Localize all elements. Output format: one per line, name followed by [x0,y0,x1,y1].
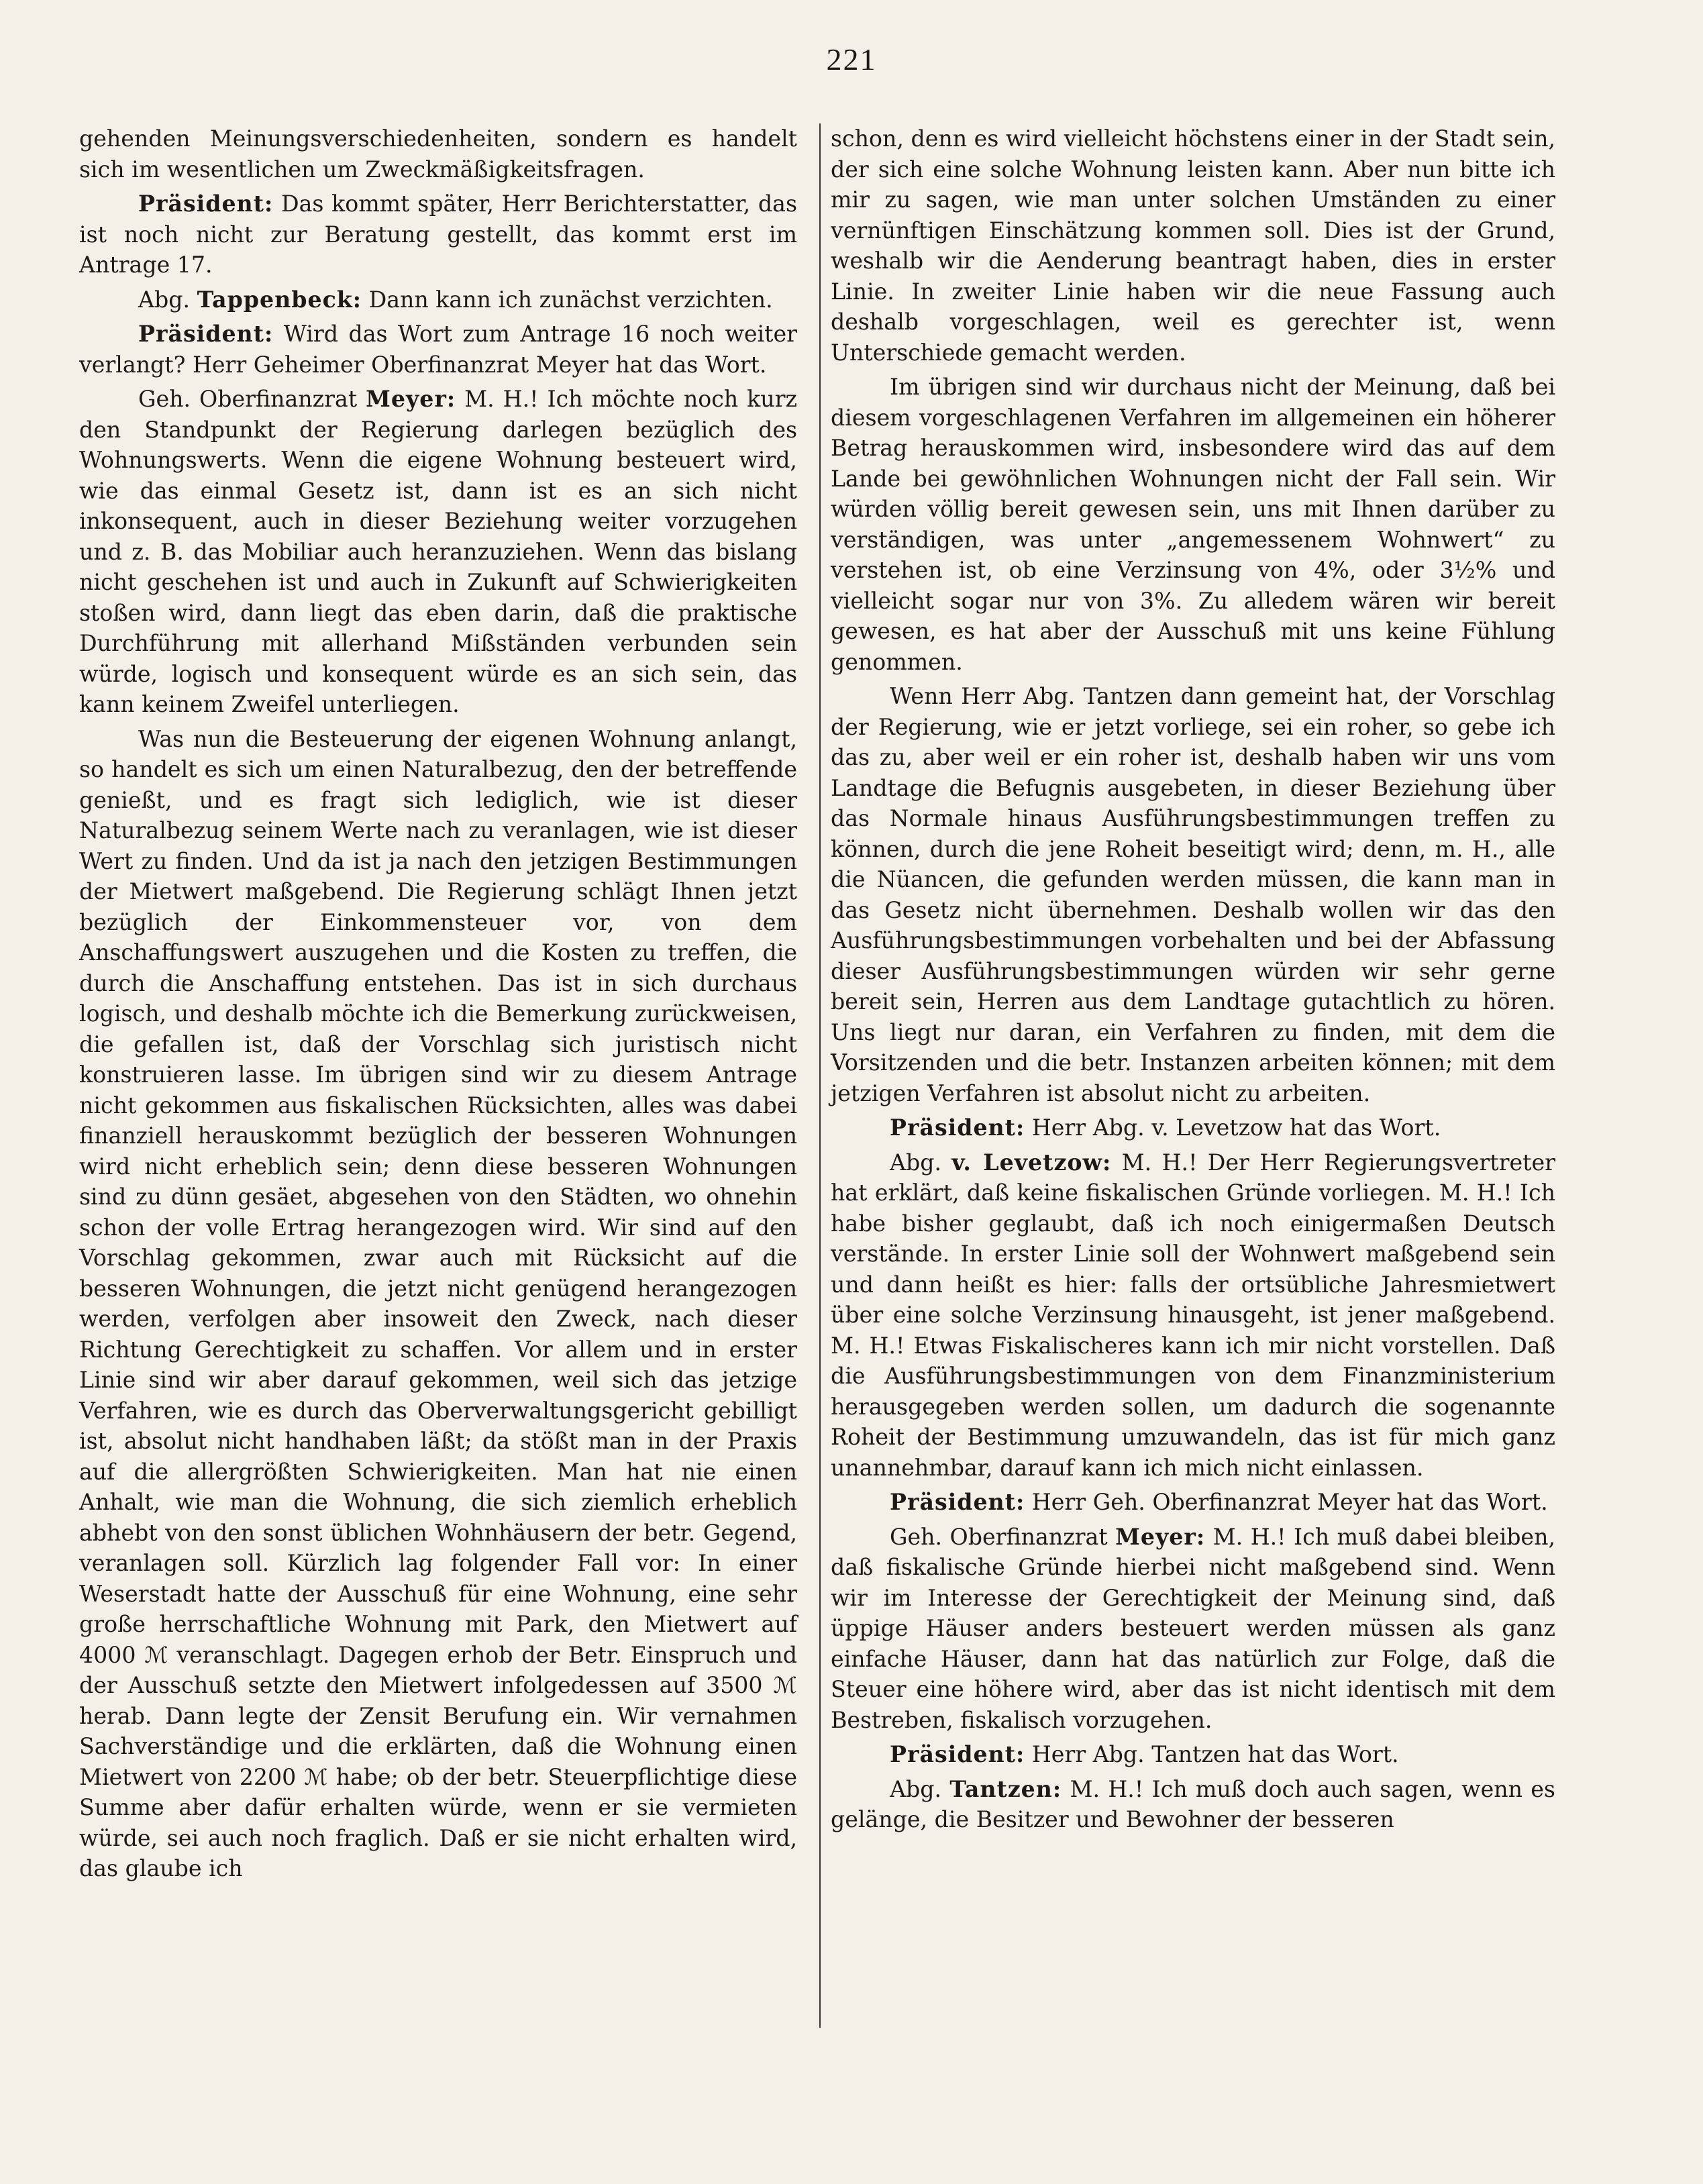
speech-paragraph [831,1522,1555,1736]
paragraph-text: Was nun die Besteuerung der eigenen Wohnung anlangt, so handelt es sich um einen Naturalbezug, den der betreffende genießt, und es fragt sich lediglich, wie ist dieser Naturalbezug seinem Werte nach zu veranlagen, wie ist dieser Wert zu finden. Und da ist ja nach den jetzigen Bestimmungen der Mietwert maßgebend. Die Regierung schlägt Ihnen jetzt bezüglich der Einkommensteuer vor, von dem Anschaffungswert auszugehen und die Kosten zu treffen, die durch die Anschaffung entstehen. Das ist in sich durchaus logisch, und deshalb möchte ich die Bemerkung zurückweisen, die gefallen ist, daß der Vorschlag sich juristisch nicht konstruieren lasse. Im übrigen sind wir zu diesem Antrage nicht gekommen aus fiskalischen Rücksichten, alles was dabei finanziell herauskommt bezüglich der besseren Wohnungen wird nicht erheblich sein; denn diese besseren Wohnungen sind zu dünn gesäet, abgesehen von den Städten, wo ohnehin schon der volle Ertrag herangezogen wird. Wir sind auf den Vorschlag gekommen, zwar auch mit Rücksicht auf die besseren Wohnungen, die jetzt nicht genügend herangezogen werden, verfolgen aber insoweit den Zweck, nach dieser Richtung Gerechtigkeit zu schaffen. Vor allem und in erster Linie sind wir aber darauf gekommen, weil sich das jetzige Verfahren, wie es durch das Oberverwaltungsgericht gebilligt ist, absolut nicht handhaben läßt; da stößt man in der Praxis auf die allergrößten Schwierigkeiten. Man hat nie einen Anhalt, wie man die Wohnung, die sich ziemlich erheblich abhebt von den sonst üblichen Wohnhäusern der betr. Gegend, veranlagen soll. Kürzlich lag folgender Fall vor: In einer Weserstadt hatte der Ausschuß für eine Wohnung, eine sehr große herrschaftliche Wohnung mit Park, den Mietwert auf 4000 ℳ veranschlagt. Dagegen erhob der Betr. Einspruch und der Ausschuß setzte den Mietwert infolgedessen auf 3500 ℳ herab. Dann legte der Zensit Berufung ein. Wir vernahmen Sachverständige und die erklärten, daß die Wohnung einen Mietwert von 2200 ℳ habe; ob der betr. Steuerpflichtige diese Summe aber dafür erhalten würde, wenn er sie vermieten würde, sei auch noch fraglich. Daß er sie nicht erhalten wird, das glaube ich [79,725,797,1881]
speaker-title: Geh. Oberfinanzrat [138,386,358,412]
speech-paragraph [79,189,797,280]
paragraph-text: Wird das Wort zum Antrage 16 noch weiter verlangt? Herr Geheimer Oberfinanzrat Meyer hat das Wort. [79,321,797,378]
page-number: 221 [826,42,877,76]
speaker-name: Tantzen: [949,1775,1062,1802]
speaker-name: Tappenbeck: [197,286,362,313]
speaker-name: Präsident: [890,1489,1025,1515]
paragraph-text: schon, denn es wird vielleicht höchstens einer in der Stadt sein, der sich eine solche Wohnung leisten kann. Aber nun bitte ich mir zu sagen, wie man unter solchen Umständen zu einer vernünftigen Einschätzung kommen soll. Dies ist der Grund, weshalb wir die Aenderung beantragt haben, dies in erster Linie. In zweiter Linie haben wir die neue Fassung auch deshalb vorgeschlagen, weil es gerechter ist, wenn Unterschiede gemacht werden. [831,125,1555,366]
left-column [79,123,797,1888]
text-paragraph [831,123,1555,368]
speech-paragraph [79,319,797,380]
speaker-title: Abg. [890,1149,942,1176]
speaker-name: Präsident: [138,191,274,217]
speaker-name: Präsident: [138,321,274,347]
paragraph-text: Dann kann ich zunächst verzichten. [368,286,773,313]
speech-paragraph [831,1147,1555,1484]
column-divider [819,123,821,2028]
speaker-title: Geh. Oberfinanzrat [890,1523,1108,1550]
speech-paragraph [831,1774,1555,1835]
paragraph-text: M. H.! Der Herr Regierungsvertreter hat erklärt, daß keine fiskalischen Gründe vorliegen. M. H.! Ich habe bisher geglaubt, daß ich noch einigermaßen Deutsch verstände. In erster Linie soll der Wohnwert maßgebend sein und dann heißt es hier: falls der ortsübliche Jahresmietwert über eine solche Verzinsung hinausgeht, ist jener maßgebend. M. H.! Etwas Fiskalischeres kann ich mir nicht vorstellen. Daß die Ausführungsbestimmungen von dem Finanzministerium herausgegeben werden sollen, um dadurch die sogenannte Roheit der Bestimmung umzuwandeln, das ist für mich ganz unannehmbar, darauf kann ich mich nicht einlassen. [831,1149,1555,1481]
text-paragraph [79,123,797,185]
speaker-name: Meyer: [1115,1523,1206,1550]
paragraph-text: Herr Abg. Tantzen hat das Wort. [1031,1741,1399,1767]
right-column [831,123,1555,1839]
paragraph-text: Das kommt später, Herr Berichterstatter, das ist noch nicht zur Beratung gestellt, das kommt erst im Antrage 17. [79,191,797,278]
speech-paragraph [831,1739,1555,1770]
paragraph-text: Herr Geh. Oberfinanzrat Meyer hat das Wort. [1031,1489,1548,1515]
speech-paragraph [79,384,797,720]
paragraph-text: Im übrigen sind wir durchaus nicht der Meinung, daß bei diesem vorgeschlagenen Verfahren im allgemeinen ein höherer Betrag herauskommen wird, insbesondere wird das auf dem Lande bei gewöhnlichen Wohnungen nicht der Fall sein. Wir würden völlig bereit gewesen sein, uns mit Ihnen darüber zu verständigen, was unter „angemessenem Wohnwert“ zu verstehen ist, ob eine Verzinsung von 4%, oder 3½% und vielleicht sogar nur von 3%. Zu alledem wären wir bereit gewesen, es hat aber der Ausschuß mit uns keine Fühlung genommen. [831,374,1555,675]
text-paragraph [831,681,1555,1108]
text-paragraph [79,724,797,1884]
speech-paragraph [831,1487,1555,1518]
paragraph-text: Herr Abg. v. Levetzow hat das Wort. [1031,1114,1441,1141]
paragraph-text: gehenden Meinungsverschiedenheiten, sondern es handelt sich im wesentlichen um Zweckmäßigkeitsfragen. [79,125,797,183]
speech-paragraph [79,284,797,315]
paragraph-text: M. H.! Ich möchte noch kurz den Standpunkt der Regierung darlegen bezüglich des Wohnungswerts. Wenn die eigene Wohnung besteuert wird, wie das einmal Gesetz ist, dann ist es an sich nicht inkonsequent, auch in dieser Beziehung weiter vorzugehen und z. B. das Mobiliar auch heranzuziehen. Wenn das bislang nicht geschehen ist und auch in Zukunft auf Schwierigkeiten stoßen wird, dann liegt das eben darin, daß die praktische Durchführung mit allerhand Mißständen verbunden sein würde, logisch und konsequent würde es an sich sein, das kann keinem Zweifel unterliegen. [79,386,797,717]
speaker-name: Präsident: [890,1114,1025,1141]
speaker-name: Meyer: [366,386,456,412]
speaker-name: v. Levetzow: [951,1149,1112,1176]
text-paragraph [831,372,1555,677]
speech-paragraph [831,1112,1555,1143]
paragraph-text: Wenn Herr Abg. Tantzen dann gemeint hat, der Vorschlag der Regierung, wie er jetzt vorliege, sei ein roher, so gebe ich das zu, aber weil er ein roher ist, deshalb haben wir uns vom Landtage die Befugnis ausgebeten, in dieser Beziehung über das Normale hinaus Ausführungsbestimmungen treffen zu können, durch die jene Roheit beseitigt wird; denn, m. H., alle die Nüancen, die gefunden werden müssen, die kann man in das Gesetz nicht übernehmen. Deshalb wollen wir das den Ausführungsbestimmungen vorbehalten und bei der Abfassung dieser Ausführungsbestimmungen würden wir sehr gerne bereit sein, Herren aus dem Landtage gutachtlich zu hören. Uns liegt nur daran, ein Verfahren zu finden, mit dem die Vorsitzenden und die betr. Instanzen arbeiten können; mit dem jetzigen Verfahren ist absolut nicht zu arbeiten. [831,683,1555,1106]
paragraph-text: M. H.! Ich muß dabei bleiben, daß fiskalische Gründe hierbei nicht maßgebend sind. Wenn wir im Interesse der Gerechtigkeit der Meinung sind, daß üppige Häuser anders besteuert werden müssen als ganz einfache Häuser, dann hat das natürlich zur Folge, daß die Steuer eine höhere wird, aber das ist nicht identisch mit dem Bestreben, fiskalisch vorzugehen. [831,1523,1555,1733]
paragraph-text: M. H.! Ich muß doch auch sagen, wenn es gelänge, die Besitzer und Bewohner der besseren [831,1775,1555,1832]
speaker-title: Abg. [138,286,191,313]
speaker-title: Abg. [890,1775,942,1802]
speaker-name: Präsident: [890,1741,1025,1767]
